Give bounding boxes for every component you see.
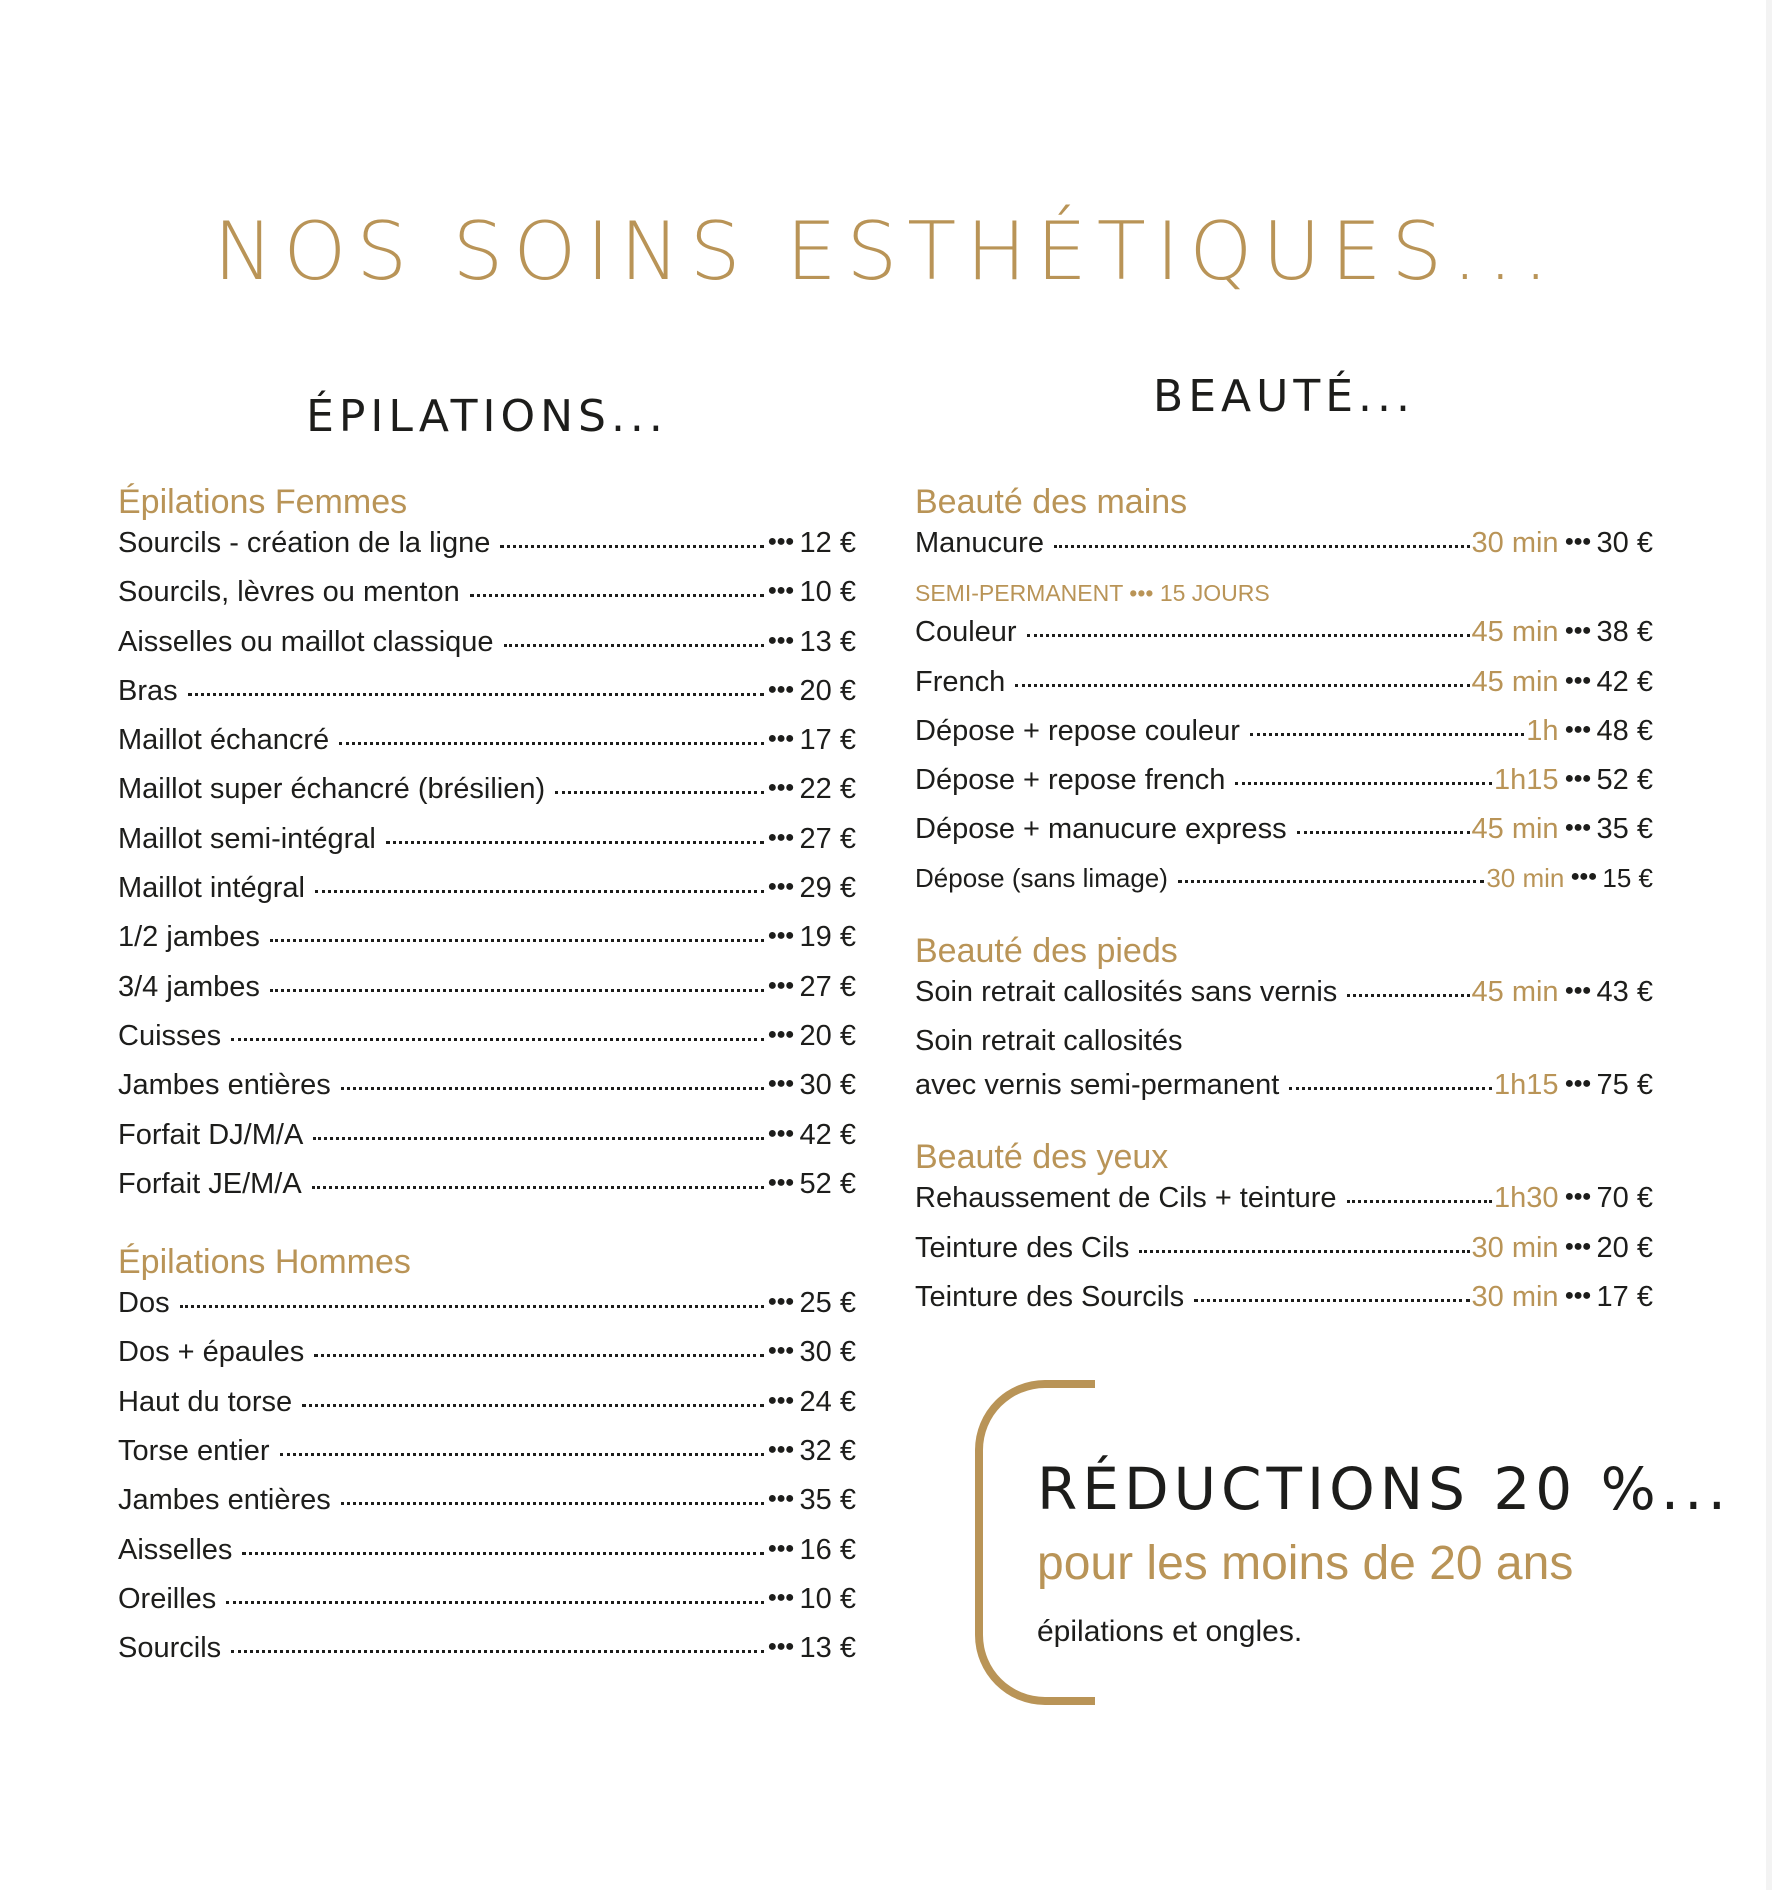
bullet-separator: ●●●	[767, 1293, 794, 1311]
dot-leader	[1250, 733, 1524, 736]
bullet-separator: ●●●	[767, 1342, 794, 1360]
item-price: 13 €	[799, 1632, 856, 1665]
bullet-separator: ●●●	[767, 878, 794, 896]
price-row	[118, 1582, 856, 1634]
price-row	[915, 766, 1653, 815]
item-name: Jambes entières	[118, 1069, 331, 1102]
bullet-separator: ●●●	[767, 1588, 794, 1606]
item-price: 10 €	[799, 576, 856, 609]
item-name: Aisselles ou maillot classique	[118, 625, 494, 658]
epilations-femmes-list	[118, 529, 856, 1219]
dot-leader	[341, 1087, 764, 1090]
price-row	[915, 1231, 1653, 1283]
item-price: 10 €	[799, 1582, 856, 1615]
price-row	[118, 1338, 856, 1387]
dot-leader	[231, 1650, 763, 1653]
price-row	[118, 1019, 856, 1071]
dot-leader	[188, 693, 764, 696]
price-row	[118, 1289, 856, 1338]
item-duration: 1h15	[1494, 764, 1559, 797]
price-row	[118, 970, 856, 1022]
dot-leader	[226, 1601, 763, 1604]
dot-leader	[1054, 545, 1470, 548]
item-duration: 1h30	[1494, 1182, 1559, 1215]
item-price: 24 €	[799, 1385, 856, 1418]
item-name: Dépose (sans limage)	[915, 862, 1168, 893]
dot-leader	[270, 989, 764, 992]
price-row	[118, 726, 856, 775]
item-duration: 30 min	[1471, 1280, 1559, 1313]
dot-leader	[1139, 1250, 1469, 1253]
dot-leader	[242, 1552, 763, 1555]
dot-leader	[1178, 880, 1484, 883]
bullet-separator: ●●●	[767, 533, 794, 550]
item-price: 13 €	[799, 625, 856, 658]
bullet-separator: ●●●	[1570, 867, 1597, 885]
item-price: 29 €	[799, 872, 856, 905]
item-price: 32 €	[799, 1435, 856, 1468]
bullet-separator: ●●●	[1564, 533, 1591, 550]
dot-leader	[1194, 1299, 1469, 1302]
price-row	[915, 1280, 1653, 1332]
item-price: 38 €	[1596, 616, 1653, 649]
item-duration: 45 min	[1471, 976, 1559, 1009]
bullet-separator: ●●●	[1564, 622, 1591, 640]
item-price: 12 €	[799, 527, 856, 559]
item-name: Sourcils	[118, 1632, 222, 1665]
item-name: Soin retrait callosités sans vernis	[915, 976, 1338, 1009]
epilations-heading: ÉPILATIONS...	[306, 391, 668, 442]
bullet-separator: ●●●	[767, 631, 794, 649]
dot-leader	[386, 841, 764, 844]
price-row	[118, 578, 856, 627]
dot-leader	[1297, 831, 1470, 834]
item-name: Maillot échancré	[118, 724, 330, 757]
item-name: Forfait DJ/M/A	[118, 1118, 304, 1151]
dot-leader	[1289, 1087, 1492, 1090]
item-price: 30 €	[799, 1069, 856, 1102]
dot-leader	[555, 791, 763, 794]
item-name: Dépose + manucure express	[915, 813, 1287, 846]
price-row	[915, 1184, 1653, 1233]
price-row	[915, 862, 1653, 914]
item-price: 19 €	[799, 921, 856, 954]
price-row	[915, 665, 1653, 717]
price-row	[118, 1533, 856, 1585]
beaute-mains-list	[915, 618, 1653, 914]
item-price: 16 €	[799, 1533, 856, 1566]
price-row	[118, 775, 856, 824]
item-price: 25 €	[799, 1287, 856, 1320]
item-duration: 30 min	[1471, 1231, 1559, 1264]
price-row	[118, 822, 856, 874]
item-duration: 45 min	[1471, 616, 1559, 649]
page-title: NOS SOINS ESTHÉTIQUES...	[213, 205, 1559, 298]
bullet-separator: ●●●	[767, 927, 794, 945]
item-name: Dépose + repose french	[915, 764, 1226, 797]
dot-leader	[1027, 634, 1470, 637]
dot-leader	[504, 644, 764, 647]
bullet-separator: ●●●	[767, 779, 794, 797]
item-name: Rehaussement de Cils + teinture	[915, 1182, 1337, 1215]
item-name: Dos	[118, 1287, 170, 1320]
section-beaute-pieds: Beauté des pieds	[915, 932, 1178, 971]
dot-leader	[341, 1502, 764, 1505]
item-price: 52 €	[1596, 764, 1653, 797]
item-name-line1: Soin retrait callosités	[915, 1025, 1183, 1058]
item-price: 20 €	[799, 1019, 856, 1052]
bullet-separator: ●●●	[1564, 1237, 1591, 1255]
item-name: 3/4 jambes	[118, 970, 260, 1003]
bullet-separator: ●●●	[767, 1391, 794, 1409]
item-name: Torse entier	[118, 1435, 270, 1468]
item-name: Sourcils, lèvres ou menton	[118, 576, 460, 609]
price-row	[118, 1634, 856, 1683]
dot-leader	[314, 1354, 763, 1357]
reduction-note: épilations et ongles.	[1037, 1615, 1303, 1648]
beaute-yeux-list	[915, 1184, 1653, 1332]
price-row	[118, 874, 856, 923]
dot-leader	[500, 545, 763, 548]
dot-leader	[270, 939, 764, 942]
beaute-column	[915, 371, 1653, 1332]
dot-leader	[339, 742, 763, 745]
item-price: 43 €	[1596, 976, 1653, 1009]
dot-leader	[1347, 1200, 1492, 1203]
bullet-separator: ●●●	[767, 582, 794, 600]
item-name: Jambes entières	[118, 1484, 331, 1517]
dot-leader	[315, 890, 764, 893]
semi-permanent-label: SEMI-PERMANENT ••• 15 JOURS	[915, 580, 1270, 607]
bullet-separator: ●●●	[767, 730, 794, 748]
item-name: Cuisses	[118, 1019, 222, 1052]
item-price: 35 €	[1596, 813, 1653, 846]
item-name: Maillot semi-intégral	[118, 822, 376, 855]
bullet-separator: ●●●	[1564, 770, 1591, 788]
dot-leader	[231, 1038, 763, 1041]
bullet-separator: ●●●	[767, 1539, 794, 1557]
item-name: Maillot super échancré (brésilien)	[118, 773, 546, 806]
item-name: Manucure	[915, 527, 1044, 559]
reduction-title: RÉDUCTIONS 20 %...	[1037, 1455, 1732, 1523]
bullet-separator: ●●●	[1564, 671, 1591, 689]
item-price: 22 €	[799, 773, 856, 806]
dot-leader	[313, 1137, 763, 1140]
bullet-separator: ●●●	[767, 1638, 794, 1656]
item-price: 48 €	[1596, 714, 1653, 747]
item-name: Haut du torse	[118, 1385, 293, 1418]
reduction-callout	[975, 1380, 1732, 1705]
price-row	[915, 815, 1653, 864]
bullet-separator: ●●●	[1564, 1188, 1591, 1206]
price-row	[118, 1437, 856, 1486]
item-name: Teinture des Sourcils	[915, 1280, 1185, 1313]
item-name: Oreilles	[118, 1582, 217, 1615]
bullet-separator: ●●●	[767, 1075, 794, 1093]
beaute-heading: BEAUTÉ...	[1153, 371, 1415, 422]
item-price: 20 €	[1596, 1231, 1653, 1264]
item-name: 1/2 jambes	[118, 921, 260, 954]
item-price: 30 €	[1596, 527, 1653, 559]
item-price: 75 €	[1596, 1069, 1653, 1102]
item-price: 17 €	[1596, 1280, 1653, 1313]
item-name-line2: avec vernis semi-permanent	[915, 1069, 1280, 1102]
item-name: Dos + épaules	[118, 1336, 305, 1369]
item-price: 27 €	[799, 822, 856, 855]
price-row	[118, 1167, 856, 1219]
price-row	[118, 1071, 856, 1120]
item-duration: 45 min	[1471, 665, 1559, 698]
section-epilations-hommes: Épilations Hommes	[118, 1243, 411, 1282]
dot-leader	[1235, 782, 1492, 785]
item-price: 30 €	[799, 1336, 856, 1369]
item-price: 70 €	[1596, 1182, 1653, 1215]
bullet-separator: ●●●	[767, 1124, 794, 1142]
item-name: Maillot intégral	[118, 872, 305, 905]
epilations-hommes-list	[118, 1289, 856, 1683]
bullet-separator: ●●●	[767, 1173, 794, 1191]
item-duration: 1h	[1526, 714, 1559, 747]
item-price: 15 €	[1602, 862, 1653, 893]
dot-leader	[1015, 684, 1469, 687]
dot-leader	[302, 1404, 763, 1407]
reduction-subtitle: pour les moins de 20 ans	[1037, 1537, 1574, 1590]
bullet-separator: ●●●	[767, 1441, 794, 1459]
bullet-separator: ●●●	[1564, 720, 1591, 738]
dot-leader	[180, 1305, 764, 1308]
price-row	[118, 923, 856, 972]
section-beaute-mains: Beauté des mains	[915, 483, 1188, 521]
bullet-separator: ●●●	[767, 1025, 794, 1043]
item-name: Sourcils - création de la ligne	[118, 527, 491, 559]
price-row	[118, 529, 856, 578]
dot-leader	[1347, 994, 1469, 997]
item-name: Teinture des Cils	[915, 1231, 1130, 1264]
price-row	[118, 1118, 856, 1170]
item-price: 42 €	[1596, 665, 1653, 698]
dot-leader	[470, 594, 764, 597]
item-name: Forfait JE/M/A	[118, 1167, 302, 1200]
epilations-column	[118, 391, 856, 1684]
item-name: Dépose + repose couleur	[915, 714, 1240, 747]
price-row	[118, 1385, 856, 1437]
price-row	[118, 674, 856, 726]
item-name: French	[915, 665, 1006, 698]
price-row	[915, 618, 1653, 667]
price-row	[915, 714, 1653, 766]
item-duration: 45 min	[1471, 813, 1559, 846]
item-price: 52 €	[799, 1167, 856, 1200]
bullet-separator: ●●●	[1564, 982, 1591, 1000]
item-price: 20 €	[799, 674, 856, 707]
item-duration: 30 min	[1471, 527, 1559, 559]
bullet-separator: ●●●	[1564, 819, 1591, 837]
item-price: 42 €	[799, 1118, 856, 1151]
bullet-separator: ●●●	[1564, 1286, 1591, 1304]
item-name: Aisselles	[118, 1533, 233, 1566]
item-name: Couleur	[915, 616, 1017, 649]
bullet-separator: ●●●	[767, 680, 794, 698]
item-duration: 1h15	[1494, 1069, 1559, 1102]
bullet-separator: ●●●	[1564, 1075, 1591, 1093]
price-row	[118, 625, 856, 677]
price-row	[915, 529, 1653, 578]
item-price: 17 €	[799, 724, 856, 757]
item-name: Bras	[118, 674, 178, 707]
price-row	[915, 1027, 1653, 1120]
section-beaute-yeux: Beauté des yeux	[915, 1138, 1169, 1177]
item-price: 35 €	[799, 1484, 856, 1517]
price-row	[118, 1486, 856, 1535]
dot-leader	[280, 1453, 764, 1456]
dot-leader	[312, 1186, 764, 1189]
price-row	[915, 978, 1653, 1027]
bullet-separator: ●●●	[767, 976, 794, 994]
section-epilations-femmes: Épilations Femmes	[118, 483, 408, 521]
item-price: 27 €	[799, 970, 856, 1003]
item-duration: 30 min	[1486, 862, 1565, 893]
bullet-separator: ●●●	[767, 828, 794, 846]
bullet-separator: ●●●	[767, 1490, 794, 1508]
